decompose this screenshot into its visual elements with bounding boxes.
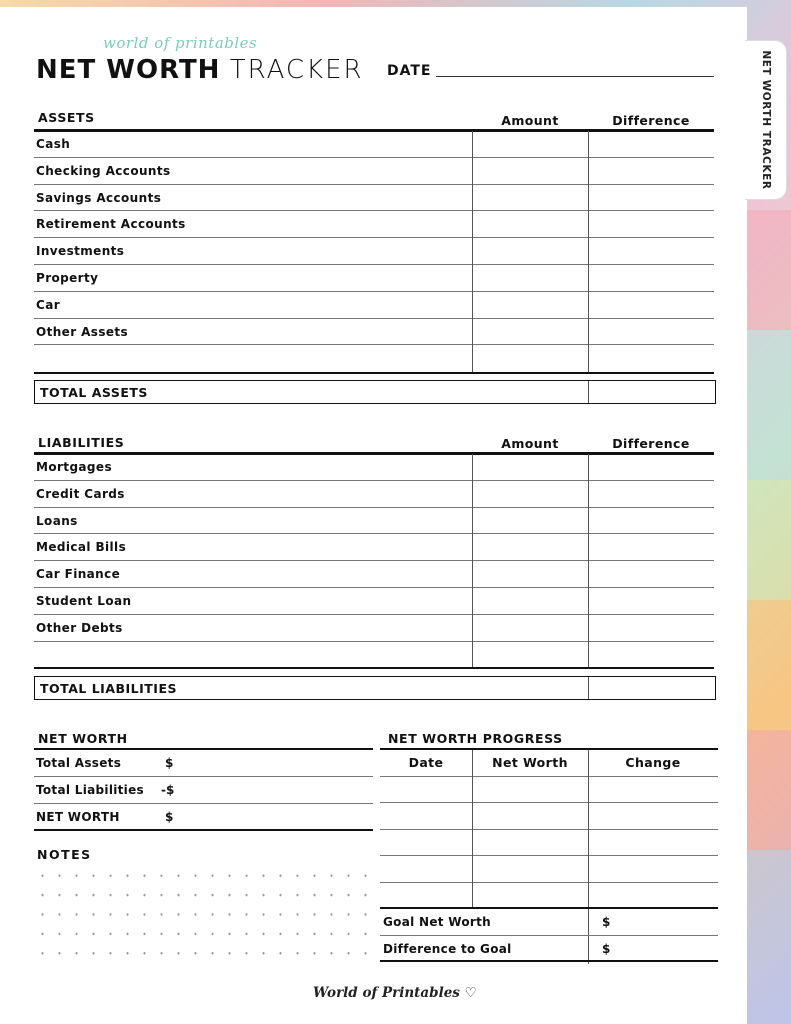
row-label: Car Finance [36, 567, 121, 582]
total-assets-label: TOTAL ASSETS [40, 385, 148, 400]
total-liabilities-row[interactable] [34, 676, 716, 700]
page-title [36, 55, 364, 85]
goal-row[interactable] [380, 936, 718, 963]
table-row[interactable] [34, 211, 714, 238]
progress-date-header: Date [408, 755, 444, 770]
row-label: Credit Cards [36, 486, 125, 501]
net-worth-row[interactable] [34, 804, 373, 831]
footer-brand-logo [313, 985, 477, 1001]
progress-change-header: Change [625, 755, 681, 770]
column-divider [588, 381, 589, 403]
table-row[interactable] [34, 319, 714, 346]
table-row[interactable] [34, 454, 714, 481]
currency-symbol: $ [165, 756, 174, 770]
goal-row[interactable] [380, 909, 718, 936]
table-row[interactable] [380, 777, 718, 804]
table-row[interactable] [34, 508, 714, 535]
currency-symbol: -$ [161, 783, 175, 797]
notes-dot-grid[interactable] [34, 866, 374, 968]
table-row[interactable] [34, 345, 714, 372]
row-label: Other Assets [36, 324, 129, 339]
column-divider [472, 454, 473, 668]
row-label: Mortgages [36, 460, 112, 474]
table-row[interactable] [34, 185, 714, 212]
total-assets-row[interactable] [34, 380, 716, 404]
assets-amount-header: Amount [501, 113, 559, 128]
title-light: TRACKER [229, 55, 364, 85]
footer-brand-text: World of Printables [313, 985, 460, 1001]
assets-table [34, 131, 714, 372]
side-tab[interactable] [745, 40, 787, 200]
net-worth-row[interactable] [34, 777, 373, 804]
row-label: Property [36, 270, 99, 285]
row-label: Difference to Goal [383, 941, 512, 956]
row-label: Investments [36, 244, 125, 259]
row-label: Loans [36, 513, 78, 528]
background-shard [747, 600, 791, 730]
progress-header-row [380, 750, 718, 777]
table-row[interactable] [34, 238, 714, 265]
table-row[interactable] [34, 292, 714, 319]
title-bold: NET WORTH [36, 55, 221, 85]
column-divider [588, 454, 589, 668]
liabilities-table [34, 454, 714, 668]
row-label: Total Liabilities [36, 783, 144, 797]
table-row[interactable] [380, 803, 718, 830]
liabilities-heading: LIABILITIES [38, 435, 125, 450]
background-shard [747, 330, 791, 480]
background-shard [747, 730, 791, 850]
column-divider [588, 677, 589, 699]
row-label: Student Loan [36, 593, 132, 608]
side-tab-label: NET WORTH TRACKER [759, 50, 772, 190]
assets-heading: ASSETS [38, 110, 95, 125]
table-row[interactable] [34, 642, 714, 669]
row-label: Medical Bills [36, 540, 127, 555]
table-row[interactable] [34, 481, 714, 508]
currency-symbol: $ [602, 941, 611, 956]
heart-icon: ♡ [464, 985, 477, 1001]
table-row[interactable] [34, 561, 714, 588]
date-label: DATE [387, 63, 432, 79]
row-label: Retirement Accounts [36, 217, 186, 232]
table-row[interactable] [34, 158, 714, 185]
row-label: Goal Net Worth [383, 915, 492, 929]
table-row[interactable] [34, 534, 714, 561]
background-shard [747, 210, 791, 330]
progress-net-worth-header: Net Worth [492, 755, 568, 770]
row-label: Checking Accounts [36, 163, 171, 178]
table-row[interactable] [34, 588, 714, 615]
background-shard [747, 480, 791, 600]
column-divider [472, 131, 473, 373]
net-worth-heading: NET WORTH [38, 731, 128, 746]
assets-difference-header: Difference [612, 113, 690, 128]
table-row[interactable] [380, 830, 718, 857]
currency-symbol: $ [602, 915, 611, 929]
table-row[interactable] [34, 131, 714, 158]
column-divider [472, 750, 473, 908]
net-worth-row[interactable] [34, 750, 373, 777]
total-liabilities-label: TOTAL LIABILITIES [40, 681, 178, 696]
row-label: Other Debts [36, 620, 123, 635]
row-label: Savings Accounts [36, 190, 162, 205]
table-row[interactable] [380, 883, 718, 910]
column-divider [588, 131, 589, 373]
liabilities-amount-header: Amount [501, 436, 559, 451]
table-row[interactable] [34, 265, 714, 292]
table-row[interactable] [34, 615, 714, 642]
liabilities-difference-header: Difference [612, 436, 690, 451]
currency-symbol: $ [165, 810, 174, 824]
liabilities-end-rule [34, 667, 714, 669]
background-shard [747, 850, 791, 1024]
date-field[interactable] [436, 76, 714, 77]
progress-heading: NET WORTH PROGRESS [388, 731, 563, 746]
brand-script-logo: world of printables [103, 34, 258, 52]
notes-heading: NOTES [37, 847, 92, 862]
row-label: Total Assets [36, 756, 122, 770]
table-row[interactable] [380, 856, 718, 883]
row-label: NET WORTH [36, 810, 120, 824]
row-label: Cash [36, 137, 71, 151]
assets-end-rule [34, 372, 714, 374]
row-label: Car [36, 297, 61, 312]
